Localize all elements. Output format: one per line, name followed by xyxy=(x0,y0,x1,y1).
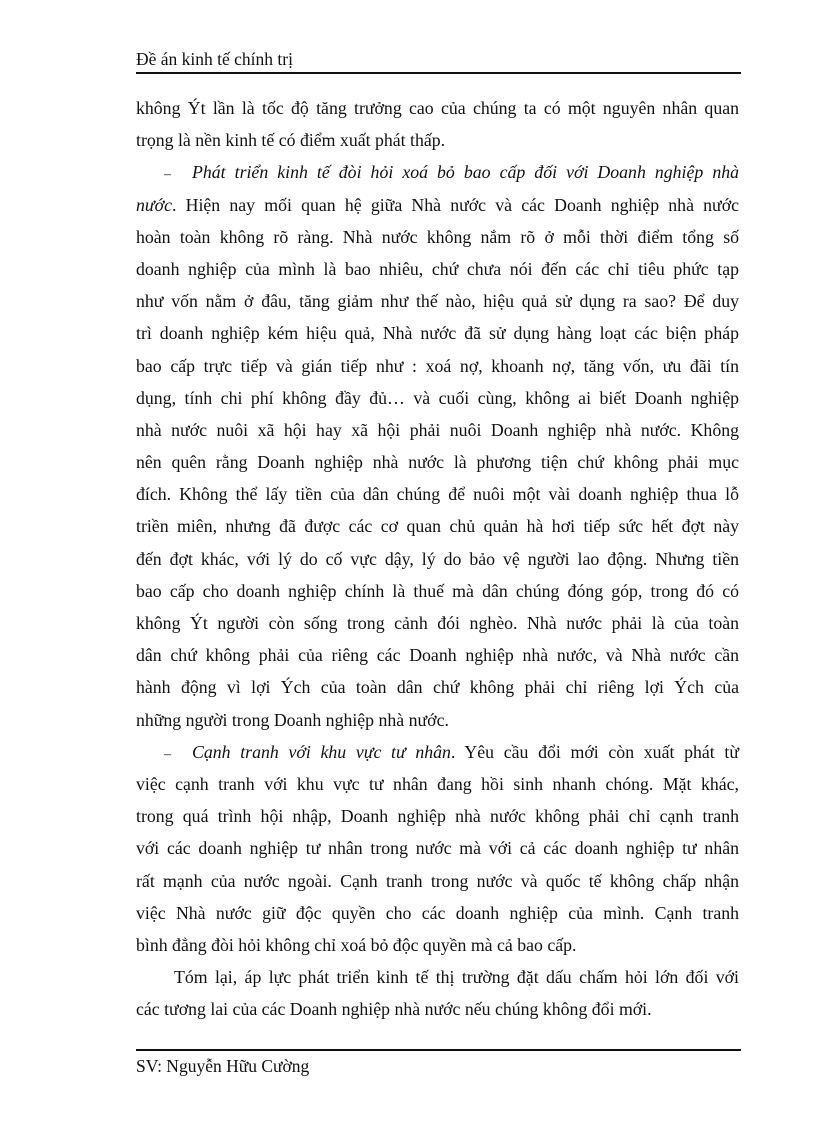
text-line: với các doanh nghiệp tư nhân trong nước mà với cả các doanh nghiệp tư nhân xyxy=(136,838,739,859)
bullet-line xyxy=(136,736,739,768)
text-line: dân chứ không phải của riêng các Doanh nghiệp nhà nước, và Nhà nước cần xyxy=(136,645,739,666)
text-line: bao cấp cho doanh nghiệp chính là thuế mà dân chúng đóng góp, trong đó có xyxy=(136,580,739,601)
bullet-line xyxy=(136,156,739,188)
text-line: nên quên rằng Doanh nghiệp nhà nước là phương tiện chứ không phải mục xyxy=(136,452,739,473)
text-line: đích. Không thể lấy tiền của dân chúng để nuôi một vài doanh nghiệp thua lỗ xyxy=(136,484,739,505)
text-line: như vốn nằm ở đâu, tăng giảm như thế nào, hiệu quả sử dụng ra sao? Để duy xyxy=(136,291,739,312)
text-line: dụng, tính chi phí không đầy đủ… và cuối cùng, không ai biết Doanh nghiệp xyxy=(136,387,739,408)
text-line: triền miên, nhưng đã được các cơ quan chủ quản hà hơi tiếp sức hết đợt này xyxy=(136,516,739,537)
italic-heading: Phát triển kinh tế đòi hỏi xoá bỏ bao cấp đối với Doanh nghiệp nhà xyxy=(192,162,739,183)
italic-heading: nước xyxy=(136,194,172,215)
text-line: trong quá trình hội nhập, Doanh nghiệp nhà nước không phải chỉ cạnh tranh xyxy=(136,806,739,827)
italic-heading: Cạnh tranh với khu vực tư nhân xyxy=(192,741,451,762)
text-line: không Ýt người còn sống trong cảnh đói nghèo. Nhà nước phải là của toàn xyxy=(136,613,739,633)
dash-bullet-icon: – xyxy=(164,746,171,762)
text-line: bình đẳng đòi hỏi không chỉ xoá bỏ độc quyền mà cả bao cấp. xyxy=(136,934,577,955)
text-run: . Hiện nay mối quan hệ giữa Nhà nước và các Doanh nghiệp nhà nước xyxy=(171,194,739,215)
text-run: . Yêu cầu đổi mới còn xuất phát từ xyxy=(450,741,739,762)
dash-bullet-icon: – xyxy=(164,167,171,183)
text-line: Tóm lại, áp lực phát triển kinh tế thị trường đặt dấu chấm hỏi lớn đối với xyxy=(174,967,739,988)
text-line: những người trong Doanh nghiệp nhà nước. xyxy=(136,709,449,730)
text-line: việc cạnh tranh với khu vực tư nhân đang hồi sinh nhanh chóng. Mặt khác, xyxy=(136,773,739,794)
text-line: trọng là nền kinh tế có điểm xuất phát thấp. xyxy=(136,130,446,151)
footer-divider xyxy=(136,1049,741,1051)
text-line: rất mạnh của nước ngoài. Cạnh tranh trong nước và quốc tế không chấp nhận xyxy=(136,870,739,891)
text-line: việc Nhà nước giữ độc quyền cho các doanh nghiệp của mình. Cạnh tranh xyxy=(136,902,739,923)
text-line: bao cấp trực tiếp và gián tiếp như : xoá nợ, khoanh nợ, tăng vốn, ưu đãi tín xyxy=(136,355,739,376)
document-title: Đề án kinh tế chính trị xyxy=(136,49,293,69)
body-text xyxy=(136,92,739,1025)
text-line: hành động vì lợi Ých của toàn dân chứ không phải chỉ riêng lợi Ých của xyxy=(136,677,739,698)
text-line xyxy=(136,189,739,221)
page-header xyxy=(136,46,741,74)
text-line: hoàn toàn không rõ ràng. Nhà nước không nắm rõ ở mỗi thời điểm tổng số xyxy=(136,226,739,247)
text-line: các tương lai của các Doanh nghiệp nhà nước nếu chúng không đổi mới. xyxy=(136,999,652,1020)
footer-author: SV: Nguyễn Hữu Cường xyxy=(136,1056,310,1076)
text-line: đến đợt khác, với lý do cố vực dậy, lý do bảo vệ người lao động. Nhưng tiền xyxy=(136,548,739,569)
text-line: trì doanh nghiệp kém hiệu quả, Nhà nước đã sử dụng hàng loạt các biện pháp xyxy=(136,323,739,344)
text-line: nhà nước nuôi xã hội hay xã hội phải nuôi Doanh nghiệp nhà nước. Không xyxy=(136,419,739,440)
text-line: không Ýt lần là tốc độ tăng trưởng cao của chúng ta có một nguyên nhân quan xyxy=(136,98,739,118)
text-line: doanh nghiệp của mình là bao nhiêu, chứ chưa nói đến các chỉ tiêu phức tạp xyxy=(136,258,739,279)
